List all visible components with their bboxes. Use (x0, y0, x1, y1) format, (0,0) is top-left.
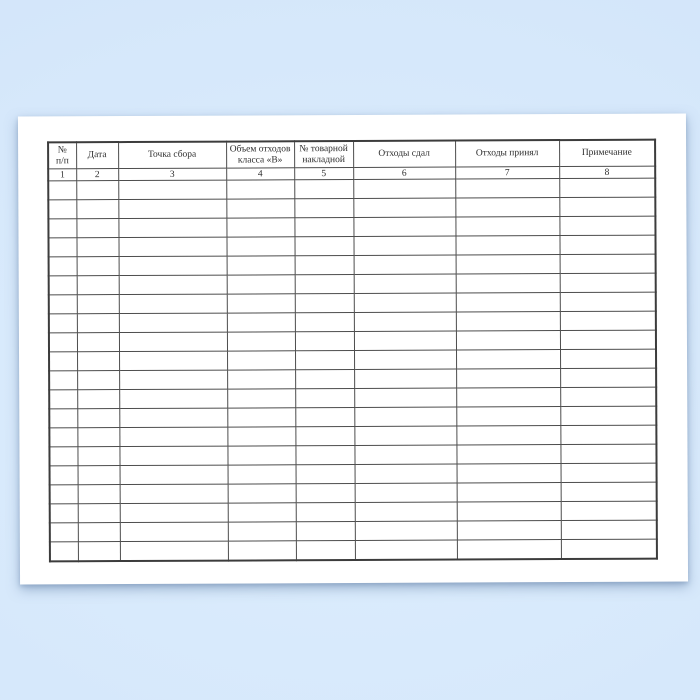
empty-cell (456, 312, 560, 331)
empty-cell (456, 388, 560, 407)
empty-cell (560, 349, 656, 368)
empty-cell (295, 274, 354, 293)
empty-cell (119, 446, 227, 465)
empty-cell (561, 482, 657, 501)
empty-cell (227, 313, 295, 332)
empty-cell (118, 199, 226, 218)
empty-cell (119, 275, 227, 294)
empty-cell (560, 387, 656, 406)
empty-cell (295, 312, 354, 331)
empty-cell (49, 428, 77, 447)
empty-cell (561, 539, 657, 558)
empty-cell (50, 523, 78, 542)
empty-cell (49, 390, 77, 409)
empty-cell (76, 219, 118, 238)
empty-cell (49, 371, 77, 390)
empty-cell (457, 464, 561, 483)
empty-cell (355, 521, 457, 540)
empty-cell (226, 180, 294, 199)
empty-cell (50, 466, 78, 485)
empty-cell (295, 255, 354, 274)
empty-cell (294, 217, 353, 236)
empty-cell (49, 295, 77, 314)
empty-cell (227, 275, 295, 294)
empty-cell (227, 332, 295, 351)
empty-cell (48, 238, 76, 257)
empty-cell (455, 236, 559, 255)
empty-cell (50, 542, 78, 561)
empty-cell (559, 216, 655, 235)
empty-cell (49, 257, 77, 276)
empty-cell (76, 238, 118, 257)
empty-cell (295, 426, 354, 445)
empty-cell (295, 407, 354, 426)
empty-cell (120, 465, 228, 484)
header-cell-invoice-number: № товарной накладной (294, 141, 353, 168)
empty-cell (227, 446, 295, 465)
empty-cell (354, 426, 456, 445)
header-cell-row-number: № п/п (48, 142, 76, 169)
empty-cell (228, 503, 296, 522)
empty-cell (119, 427, 227, 446)
empty-cell (226, 199, 294, 218)
empty-cell (119, 389, 227, 408)
column-number-cell: 2 (76, 169, 118, 181)
empty-cell (560, 292, 656, 311)
column-number-cell: 1 (48, 169, 76, 181)
empty-cell (295, 445, 354, 464)
empty-cell (120, 522, 228, 541)
empty-cell (559, 197, 655, 216)
empty-cell (49, 352, 77, 371)
header-row (48, 140, 655, 169)
empty-cell (227, 294, 295, 313)
empty-cell (77, 333, 119, 352)
column-number-cell: 8 (559, 166, 655, 178)
empty-cell (119, 332, 227, 351)
empty-cell (228, 465, 296, 484)
empty-cell (120, 541, 228, 560)
empty-cell (354, 369, 456, 388)
empty-cell (457, 502, 561, 521)
empty-cell (118, 237, 226, 256)
empty-cell (295, 331, 354, 350)
header-cell-waste-given: Отходы сдал (353, 141, 455, 168)
empty-cell (354, 312, 456, 331)
empty-cell (296, 502, 355, 521)
empty-cell (50, 485, 78, 504)
empty-cell (78, 504, 120, 523)
empty-cell (77, 352, 119, 371)
empty-cell (355, 502, 457, 521)
empty-cell (294, 198, 353, 217)
empty-cell (355, 540, 457, 559)
empty-cell (77, 295, 119, 314)
empty-cell (456, 274, 560, 293)
empty-cell (78, 466, 120, 485)
column-number-cell: 6 (353, 167, 455, 179)
empty-cell (353, 179, 455, 198)
empty-cell (456, 426, 560, 445)
empty-cell (227, 427, 295, 446)
empty-cell (456, 331, 560, 350)
empty-cell (120, 484, 228, 503)
empty-cell (354, 445, 456, 464)
empty-cell (77, 257, 119, 276)
empty-cell (48, 200, 76, 219)
empty-cell (49, 409, 77, 428)
empty-cell (119, 370, 227, 389)
empty-cell (78, 542, 120, 561)
empty-cell (48, 181, 76, 200)
empty-cell (49, 276, 77, 295)
empty-cell (455, 179, 559, 198)
waste-log-table (47, 139, 658, 562)
empty-cell (118, 180, 226, 199)
empty-cell (353, 236, 455, 255)
empty-cell (353, 217, 455, 236)
empty-cell (559, 235, 655, 254)
empty-cell (560, 444, 656, 463)
empty-cell (48, 219, 76, 238)
empty-cell (77, 390, 119, 409)
empty-cell (77, 371, 119, 390)
empty-table-row (50, 539, 657, 561)
table-body (48, 178, 657, 561)
empty-cell (560, 425, 656, 444)
empty-cell (354, 350, 456, 369)
empty-cell (295, 350, 354, 369)
empty-cell (296, 483, 355, 502)
empty-cell (457, 540, 561, 559)
empty-cell (228, 484, 296, 503)
paper-sheet (18, 113, 688, 584)
empty-cell (455, 217, 559, 236)
empty-cell (456, 407, 560, 426)
empty-cell (561, 463, 657, 482)
empty-cell (354, 293, 456, 312)
header-cell-note: Примечание (559, 140, 655, 167)
empty-cell (77, 314, 119, 333)
empty-cell (355, 464, 457, 483)
empty-cell (559, 178, 655, 197)
header-cell-waste-received: Отходы принял (455, 140, 559, 167)
empty-cell (295, 369, 354, 388)
empty-cell (120, 503, 228, 522)
empty-cell (560, 254, 656, 273)
empty-cell (227, 256, 295, 275)
empty-cell (561, 520, 657, 539)
empty-cell (76, 200, 118, 219)
empty-cell (77, 276, 119, 295)
empty-cell (457, 483, 561, 502)
empty-cell (296, 521, 355, 540)
empty-cell (296, 464, 355, 483)
empty-cell (226, 237, 294, 256)
empty-cell (119, 351, 227, 370)
empty-cell (49, 314, 77, 333)
empty-cell (354, 407, 456, 426)
empty-cell (354, 274, 456, 293)
empty-cell (561, 501, 657, 520)
empty-cell (560, 406, 656, 425)
empty-cell (456, 293, 560, 312)
empty-cell (50, 504, 78, 523)
empty-cell (227, 389, 295, 408)
empty-cell (119, 294, 227, 313)
empty-cell (295, 293, 354, 312)
empty-cell (119, 256, 227, 275)
empty-cell (226, 218, 294, 237)
empty-cell (294, 236, 353, 255)
empty-cell (227, 351, 295, 370)
empty-cell (354, 255, 456, 274)
empty-cell (119, 408, 227, 427)
empty-cell (355, 483, 457, 502)
column-number-cell: 3 (118, 168, 226, 180)
empty-cell (354, 331, 456, 350)
empty-cell (457, 521, 561, 540)
column-number-cell: 5 (294, 167, 353, 179)
column-number-cell: 4 (226, 168, 294, 180)
table-header (48, 140, 655, 181)
empty-cell (49, 333, 77, 352)
column-number-cell: 7 (455, 167, 559, 179)
empty-cell (560, 273, 656, 292)
empty-cell (560, 311, 656, 330)
empty-cell (560, 330, 656, 349)
empty-cell (294, 179, 353, 198)
header-cell-pickup-point: Точка сбора (118, 142, 226, 169)
empty-cell (456, 369, 560, 388)
header-cell-date: Дата (76, 142, 118, 169)
empty-cell (76, 181, 118, 200)
empty-cell (118, 218, 226, 237)
empty-cell (354, 388, 456, 407)
empty-cell (49, 447, 77, 466)
empty-cell (456, 350, 560, 369)
empty-cell (78, 485, 120, 504)
empty-cell (295, 388, 354, 407)
empty-cell (227, 370, 295, 389)
empty-cell (77, 428, 119, 447)
empty-cell (77, 447, 119, 466)
header-cell-waste-volume: Объем отходов класса «В» (226, 141, 294, 168)
empty-cell (456, 255, 560, 274)
empty-cell (227, 408, 295, 427)
empty-cell (353, 198, 455, 217)
empty-cell (456, 445, 560, 464)
empty-cell (560, 368, 656, 387)
empty-cell (296, 540, 355, 559)
empty-cell (119, 313, 227, 332)
empty-cell (228, 522, 296, 541)
empty-cell (77, 409, 119, 428)
empty-cell (455, 198, 559, 217)
empty-cell (228, 541, 296, 560)
empty-cell (78, 523, 120, 542)
